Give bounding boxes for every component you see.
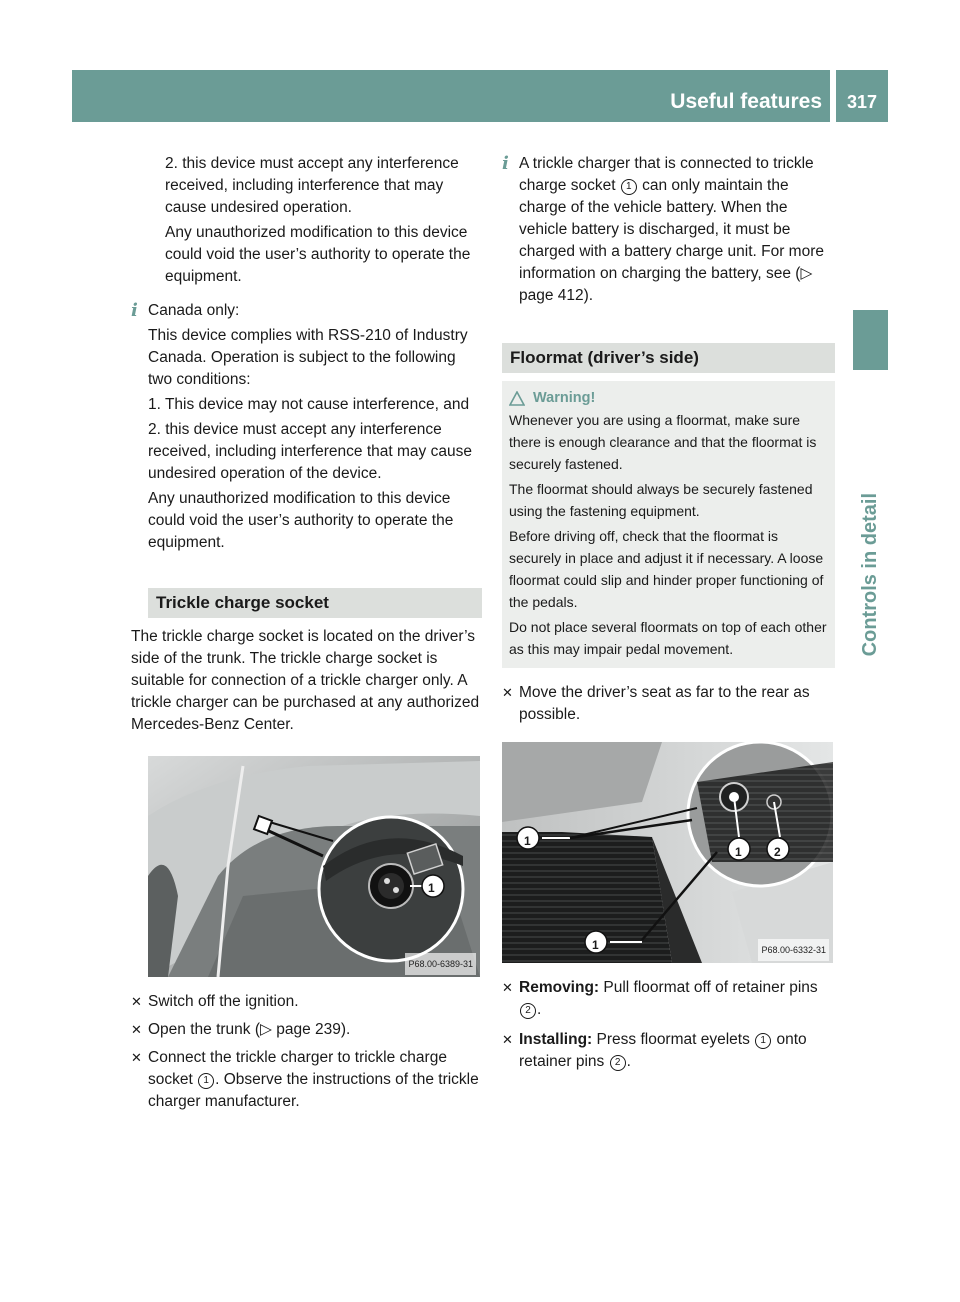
step-text-part: Connect the trickle charger to trickle charge socket <box>148 1049 447 1088</box>
paragraph: 1. This device may not cause interference, and <box>148 396 470 413</box>
step-marker-icon: ✕ <box>502 980 513 995</box>
warning-box <box>502 381 835 668</box>
section-heading-floormat: Floormat (driver’s side) <box>502 343 835 373</box>
info-title: Canada only: <box>148 302 240 319</box>
floormat-figure <box>502 742 833 963</box>
step-move-seat <box>502 682 835 726</box>
step-switch-off <box>131 991 482 1013</box>
step-text <box>519 977 835 1021</box>
figure-caption: P68.00-6389-31 <box>405 953 476 975</box>
figure-callout-1: 1 <box>428 881 435 895</box>
figure-callout-1: 1 <box>735 845 742 859</box>
warning-text: Before driving off, check that the floormat is securely in place and adjust it if necessary. A loose floormat could slip and hinder proper functioning of the pedals. <box>509 528 824 610</box>
info-icon: i <box>502 153 509 174</box>
step-marker-icon: ✕ <box>131 994 142 1009</box>
info-note-canada <box>131 300 482 554</box>
info-text-part: A trickle charger that is connected to trickle charge socket <box>519 155 814 194</box>
step-removing <box>502 977 835 1021</box>
side-tab-marker <box>853 310 888 370</box>
step-text-part: onto retainer pins <box>519 1031 807 1070</box>
step-text-part: . <box>537 1001 542 1018</box>
info-icon: i <box>131 300 138 321</box>
floormat-illustration <box>502 742 833 963</box>
warning-title <box>509 387 829 409</box>
callout-2: 2 <box>610 1055 626 1071</box>
step-open-trunk <box>131 1019 482 1041</box>
step-connect-charger <box>131 1047 482 1113</box>
warning-text: Whenever you are using a floormat, make sure there is enough clearance and that the floormat is securely fastened. <box>509 412 817 472</box>
step-marker-icon: ✕ <box>502 1032 513 1047</box>
step-label: Removing: <box>519 979 600 996</box>
page-number: 317 <box>836 70 888 122</box>
trunk-socket-figure <box>148 756 480 977</box>
step-marker-icon: ✕ <box>502 685 513 700</box>
step-marker-icon: ✕ <box>131 1050 142 1065</box>
step-label: Installing: <box>519 1031 593 1048</box>
step-text-part: . Observe the instructions of the trickle charger manufacturer. <box>148 1071 479 1110</box>
info-text-part: can only maintain the charge of the vehicle battery. When the vehicle battery is discharged, it must be charged with a battery charge unit. For more information on charging the battery, see (▷ page 412). <box>519 177 824 304</box>
callout-1: 1 <box>198 1073 214 1089</box>
figure-callout-1: 1 <box>592 938 599 952</box>
step-installing <box>502 1029 835 1073</box>
figure-callout-2: 2 <box>774 845 781 859</box>
paragraph: 2. this device must accept any interference received, including interference that may cause undesired operation. <box>165 155 459 216</box>
paragraph: Any unauthorized modification to this device could void the user’s authority to operate the equipment. <box>165 224 471 285</box>
step-text: Move the driver’s seat as far to the rear as possible. <box>519 684 810 723</box>
chapter-title: Useful features <box>670 90 822 113</box>
info-note-trickle <box>502 153 835 307</box>
step-text-part: . <box>626 1053 631 1070</box>
paragraph: The trickle charge socket is located on the driver’s side of the trunk. The trickle charge socket is suitable for connection of a trickle charger only. A trickle charger can be purchased at any authorized Mercedes-Benz Center. <box>131 628 480 733</box>
step-text: Switch off the ignition. <box>148 993 299 1010</box>
step-text <box>519 1029 835 1073</box>
paragraph: 2. this device must accept any interference received, including interference that may cause undesired operation of the device. <box>148 421 472 482</box>
warning-triangle-icon <box>509 391 525 406</box>
callout-1: 1 <box>621 179 637 195</box>
step-marker-icon: ✕ <box>131 1022 142 1037</box>
step-text: Open the trunk (▷ page 239). <box>148 1021 351 1038</box>
warning-text: The floormat should always be securely fastened using the fastening equipment. <box>509 481 813 519</box>
paragraph: Any unauthorized modification to this device could void the user’s authority to operate the equipment. <box>148 490 454 551</box>
callout-2: 2 <box>520 1003 536 1019</box>
step-text <box>148 1047 482 1113</box>
figure-caption: P68.00-6332-31 <box>758 939 829 961</box>
side-label <box>853 380 888 770</box>
paragraph <box>519 153 835 307</box>
paragraph: This device complies with RSS-210 of Industry Canada. Operation is subject to the following two conditions: <box>148 327 468 388</box>
section-heading-trickle-charge: Trickle charge socket <box>148 588 482 618</box>
side-label-text: Controls in detail <box>859 493 881 657</box>
figure-callout-1: 1 <box>524 834 531 848</box>
left-column <box>131 153 482 1113</box>
warning-text: Do not place several floormats on top of each other as this may impair pedal movement. <box>509 619 827 657</box>
trunk-illustration <box>148 756 480 977</box>
step-text-part: Press floormat eyelets <box>596 1031 750 1048</box>
right-column <box>502 153 835 1073</box>
step-text-part: Pull floormat off of retainer pins <box>603 979 818 996</box>
callout-1: 1 <box>755 1033 771 1049</box>
warning-title-text: Warning! <box>533 390 596 406</box>
